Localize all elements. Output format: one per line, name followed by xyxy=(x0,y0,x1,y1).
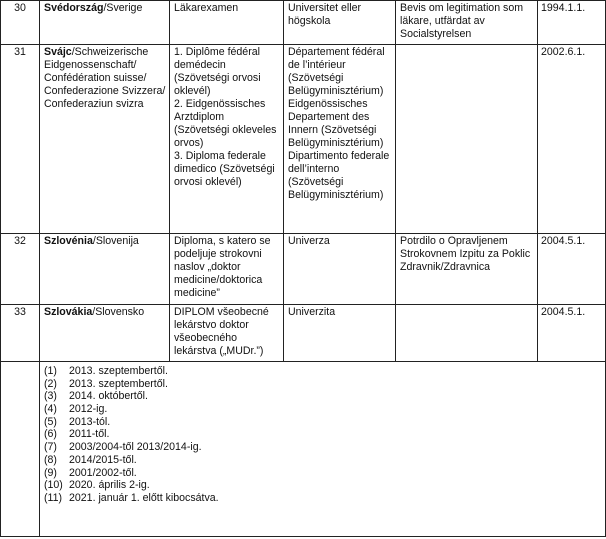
footnote-mark: (5) xyxy=(44,415,57,428)
footnote-text: 2020. április 2-ig. xyxy=(69,479,150,492)
footnote xyxy=(44,403,601,416)
table-row xyxy=(1,1,606,45)
table-row xyxy=(1,305,606,362)
table-row xyxy=(1,234,606,305)
footnote xyxy=(44,479,601,492)
country-name-native: /Slovensko xyxy=(92,306,145,318)
footnote xyxy=(44,390,601,403)
footnote xyxy=(44,428,601,441)
awarding-body-cell xyxy=(284,45,396,234)
reference-date-cell: 2002.6.1. xyxy=(538,45,606,234)
certificate-cell: Potrdilo o Opravljenem Strokovnem Izpitu za Poklic Zdravnik/Zdravnica xyxy=(396,234,538,305)
row-number: 32 xyxy=(1,234,40,305)
footnote-mark: (8) xyxy=(44,453,57,466)
table-row xyxy=(1,45,606,234)
footnote-text: 2014. októbertől. xyxy=(69,390,148,403)
diploma-cell: Diploma, s katero se podeljuje strokovni naslov „doktor medicine/doktorica medicine” xyxy=(170,234,284,305)
certificate-cell xyxy=(396,305,538,362)
footnote-text: 2001/2002-től. xyxy=(69,466,137,479)
country-cell xyxy=(40,1,170,45)
diploma-cell xyxy=(170,45,284,234)
footnotes-row xyxy=(1,362,606,537)
diploma-cell: DIPLOM všeobecné lekárstvo doktor všeobecného lekárstva („MUDr.”) xyxy=(170,305,284,362)
footnote xyxy=(44,454,601,467)
footnote-mark: (6) xyxy=(44,428,57,441)
footnote-mark: (11) xyxy=(44,491,63,504)
certificate-cell xyxy=(396,45,538,234)
row-number: 30 xyxy=(1,1,40,45)
country-cell xyxy=(40,305,170,362)
diploma-cell: Läkarexamen xyxy=(170,1,284,45)
footnote-text: 2013. szeptembertől. xyxy=(69,365,168,377)
footnote-text: 2011-től. xyxy=(69,428,110,441)
country-name-native: /Sverige xyxy=(103,2,143,14)
country-cell xyxy=(40,234,170,305)
footnote-mark: (4) xyxy=(44,403,57,416)
footnote-mark: (2) xyxy=(44,377,57,390)
country-name-native: /Slovenija xyxy=(92,235,139,247)
row-number: 31 xyxy=(1,45,40,234)
footnote-text: 2003/2004-től 2013/2014-ig. xyxy=(69,441,202,454)
awarding-body-cell: Universitet eller högskola xyxy=(284,1,396,45)
awarding-body-item: Dipartimento federale dell’interno (Szövetségi Belügyminisztérium) xyxy=(288,150,390,201)
diploma-item: 1. Diplôme fédéral demédecin (Szövetségi orvosi oklevél) xyxy=(174,46,261,97)
footnote-text: 2013. szeptembertől. xyxy=(69,377,168,390)
awarding-body-item: Département fédéral de l’intérieur (Szövetségi Belügyminisztérium) xyxy=(288,46,385,97)
footnotes-cell xyxy=(40,362,606,537)
footnote xyxy=(44,467,601,480)
country-name-hu: Svájc xyxy=(44,46,72,58)
country-name-hu: Szlovákia xyxy=(44,306,93,318)
country-name-native: /Schweizerische Eidgenossenschaft/ Confédération suisse/ Confederazione Svizzera/ Confederaziun svizra xyxy=(44,46,166,110)
footnote-text: 2013-tól. xyxy=(69,415,111,428)
reference-date-cell: 2004.5.1. xyxy=(538,305,606,362)
footnote xyxy=(44,441,601,454)
footnote xyxy=(44,365,601,378)
footnote-mark: (10) xyxy=(44,479,63,492)
diploma-item: 3. Diploma federale dimedico (Szövetségi orvosi oklevél) xyxy=(174,150,275,188)
diploma-item: 2. Eidgenössisches Arztdiplom (Szövetségi okleveles orvos) xyxy=(174,98,277,149)
awarding-body-item: Eidgenössisches Departement des Innern (Szövetségi Belügyminisztérium) xyxy=(288,98,384,149)
footnote-text: 2012-ig. xyxy=(69,403,108,416)
reference-date-cell: 1994.1.1. xyxy=(538,1,606,45)
country-cell xyxy=(40,45,170,234)
awarding-body-cell: Univerzita xyxy=(284,305,396,362)
footnote-text: 2014/2015-től. xyxy=(69,453,137,466)
row-number: 33 xyxy=(1,305,40,362)
country-name-hu: Svédország xyxy=(44,2,104,14)
footnotes-spacer-cell xyxy=(1,362,40,537)
footnote-mark: (1) xyxy=(44,365,57,377)
footnote-text: 2021. január 1. előtt kibocsátva. xyxy=(69,491,219,504)
footnote xyxy=(44,416,601,429)
reference-date-cell: 2004.5.1. xyxy=(538,234,606,305)
footnote-mark: (9) xyxy=(44,466,57,479)
certificate-cell: Bevis om legitimation som läkare, utfärdat av Socialstyrelsen xyxy=(396,1,538,45)
footnote xyxy=(44,492,601,505)
footnote-mark: (3) xyxy=(44,390,57,403)
footnote xyxy=(44,378,601,391)
awarding-body-cell: Univerza xyxy=(284,234,396,305)
footnote-mark: (7) xyxy=(44,441,57,454)
country-name-hu: Szlovénia xyxy=(44,235,93,247)
